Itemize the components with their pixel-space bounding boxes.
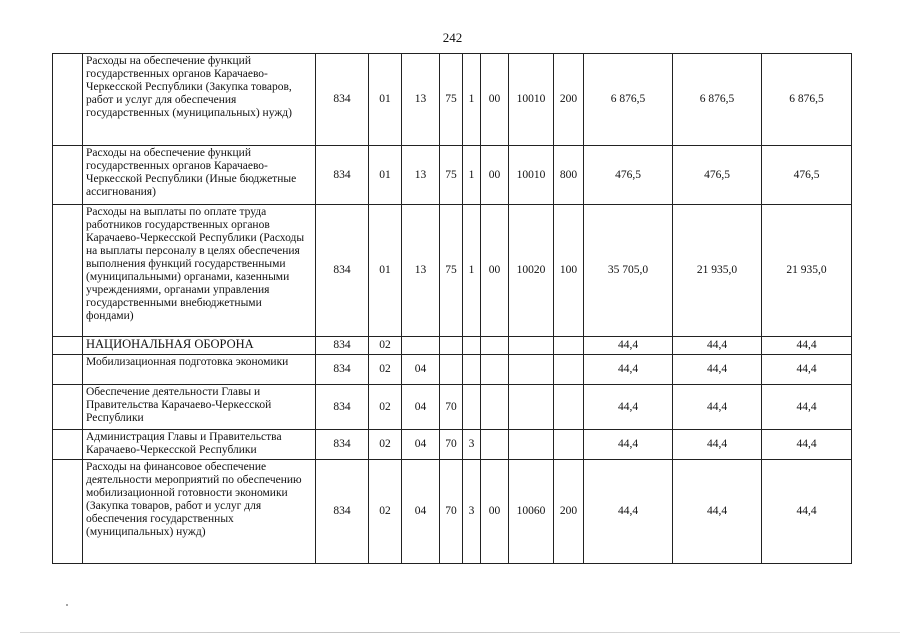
table-row [53, 337, 852, 355]
page-number: 242 [442, 30, 463, 45]
cell-pr: 04 [402, 430, 440, 460]
row-blank-cell [53, 460, 83, 564]
cell-cs3: 00 [481, 146, 509, 205]
cell-cs3: 00 [481, 54, 509, 146]
cell-vr: 200 [554, 54, 584, 146]
cell-cs2: 1 [463, 205, 481, 337]
cell-rz: 02 [369, 385, 402, 430]
cell-sum1: 6 876,5 [584, 54, 673, 146]
cell-cs1 [440, 337, 463, 355]
cell-sum2: 44,4 [673, 385, 762, 430]
cell-sum3: 476,5 [762, 146, 852, 205]
cell-sum3: 44,4 [762, 460, 852, 564]
cell-rz: 01 [369, 54, 402, 146]
cell-vr: 200 [554, 460, 584, 564]
row-blank-cell [53, 54, 83, 146]
cell-cs4: 10010 [509, 146, 554, 205]
cell-rz: 02 [369, 430, 402, 460]
cell-ved: 834 [316, 460, 369, 564]
cell-rz: 01 [369, 146, 402, 205]
cell-rz: 02 [369, 355, 402, 385]
cell-sum3: 44,4 [762, 355, 852, 385]
row-description: Расходы на финансовое обеспечение деятельности мероприятий по обеспечению мобилизационной готовности экономики (Закупка товаров, работ и услуг для обеспечения государственных (муниципальных) нужд) [83, 460, 316, 564]
cell-sum3: 44,4 [762, 385, 852, 430]
cell-cs3: 00 [481, 205, 509, 337]
table-row [53, 146, 852, 205]
table-row [53, 205, 852, 337]
row-blank-cell [53, 385, 83, 430]
table-row [53, 385, 852, 430]
row-description: Расходы на выплаты по оплате труда работников государственных органов Карачаево-Черкесской Республики (Расходы на выплаты персоналу в целях обеспечения выполнения функций государственными (муниципальными) органами, казенными учреждениями, органами управления государственными внебюджетными фондами) [83, 205, 316, 337]
cell-pr: 04 [402, 355, 440, 385]
row-description: Расходы на обеспечение функций государственных органов Карачаево-Черкесской Республики (Иные бюджетные ассигнования) [83, 146, 316, 205]
cell-cs3 [481, 385, 509, 430]
table-row [53, 355, 852, 385]
cell-sum2: 44,4 [673, 460, 762, 564]
cell-rz: 02 [369, 337, 402, 355]
cell-pr: 13 [402, 205, 440, 337]
cell-cs1 [440, 355, 463, 385]
cell-sum2: 6 876,5 [673, 54, 762, 146]
cell-cs2: 1 [463, 146, 481, 205]
cell-sum1: 44,4 [584, 385, 673, 430]
cell-sum1: 44,4 [584, 355, 673, 385]
cell-ved: 834 [316, 205, 369, 337]
cell-ved: 834 [316, 430, 369, 460]
cell-cs1: 75 [440, 205, 463, 337]
cell-cs2: 3 [463, 460, 481, 564]
cell-rz: 02 [369, 460, 402, 564]
cell-sum1: 44,4 [584, 460, 673, 564]
cell-rz: 01 [369, 205, 402, 337]
cell-sum3: 44,4 [762, 337, 852, 355]
cell-vr [554, 355, 584, 385]
cell-pr: 04 [402, 460, 440, 564]
scan-artifact-line [20, 632, 900, 633]
cell-cs1: 70 [440, 430, 463, 460]
cell-sum2: 21 935,0 [673, 205, 762, 337]
cell-ved: 834 [316, 146, 369, 205]
row-description: Мобилизационная подготовка экономики [83, 355, 316, 385]
row-description: Обеспечение деятельности Главы и Правительства Карачаево-Черкесской Республики [83, 385, 316, 430]
cell-cs2 [463, 337, 481, 355]
cell-cs2: 1 [463, 54, 481, 146]
cell-vr [554, 385, 584, 430]
row-description: Расходы на обеспечение функций государственных органов Карачаево-Черкесской Республики (Закупка товаров, работ и услуг для обеспечения государственных (муниципальных) нужд) [83, 54, 316, 146]
cell-sum2: 44,4 [673, 337, 762, 355]
cell-vr: 100 [554, 205, 584, 337]
cell-sum3: 6 876,5 [762, 54, 852, 146]
row-description: Администрация Главы и Правительства Карачаево-Черкесской Республики [83, 430, 316, 460]
cell-cs4: 10020 [509, 205, 554, 337]
cell-pr [402, 337, 440, 355]
cell-sum2: 476,5 [673, 146, 762, 205]
cell-vr [554, 430, 584, 460]
cell-cs1: 75 [440, 146, 463, 205]
row-blank-cell [53, 355, 83, 385]
table-row [53, 430, 852, 460]
cell-sum1: 35 705,0 [584, 205, 673, 337]
cell-sum3: 21 935,0 [762, 205, 852, 337]
cell-cs4 [509, 430, 554, 460]
cell-sum1: 476,5 [584, 146, 673, 205]
cell-cs4 [509, 337, 554, 355]
cell-cs3: 00 [481, 460, 509, 564]
row-blank-cell [53, 337, 83, 355]
cell-ved: 834 [316, 385, 369, 430]
cell-pr: 13 [402, 54, 440, 146]
row-blank-cell [53, 146, 83, 205]
cell-sum1: 44,4 [584, 337, 673, 355]
cell-pr: 13 [402, 146, 440, 205]
cell-cs2 [463, 355, 481, 385]
row-blank-cell [53, 430, 83, 460]
budget-table-body [53, 54, 852, 564]
cell-cs4 [509, 385, 554, 430]
cell-ved: 834 [316, 355, 369, 385]
cell-ved: 834 [316, 54, 369, 146]
cell-cs1: 70 [440, 385, 463, 430]
cell-ved: 834 [316, 337, 369, 355]
cell-sum2: 44,4 [673, 355, 762, 385]
cell-cs3 [481, 430, 509, 460]
scan-speck [66, 604, 68, 606]
cell-sum2: 44,4 [673, 430, 762, 460]
cell-cs4: 10010 [509, 54, 554, 146]
row-blank-cell [53, 205, 83, 337]
table-row [53, 54, 852, 146]
cell-cs1: 75 [440, 54, 463, 146]
cell-pr: 04 [402, 385, 440, 430]
cell-cs1: 70 [440, 460, 463, 564]
cell-vr [554, 337, 584, 355]
table-row [53, 460, 852, 564]
cell-sum1: 44,4 [584, 430, 673, 460]
budget-table [52, 53, 852, 564]
cell-vr: 800 [554, 146, 584, 205]
cell-cs4 [509, 355, 554, 385]
row-description: НАЦИОНАЛЬНАЯ ОБОРОНА [83, 337, 316, 355]
cell-cs3 [481, 337, 509, 355]
cell-cs3 [481, 355, 509, 385]
cell-cs2 [463, 385, 481, 430]
cell-sum3: 44,4 [762, 430, 852, 460]
cell-cs4: 10060 [509, 460, 554, 564]
cell-cs2: 3 [463, 430, 481, 460]
